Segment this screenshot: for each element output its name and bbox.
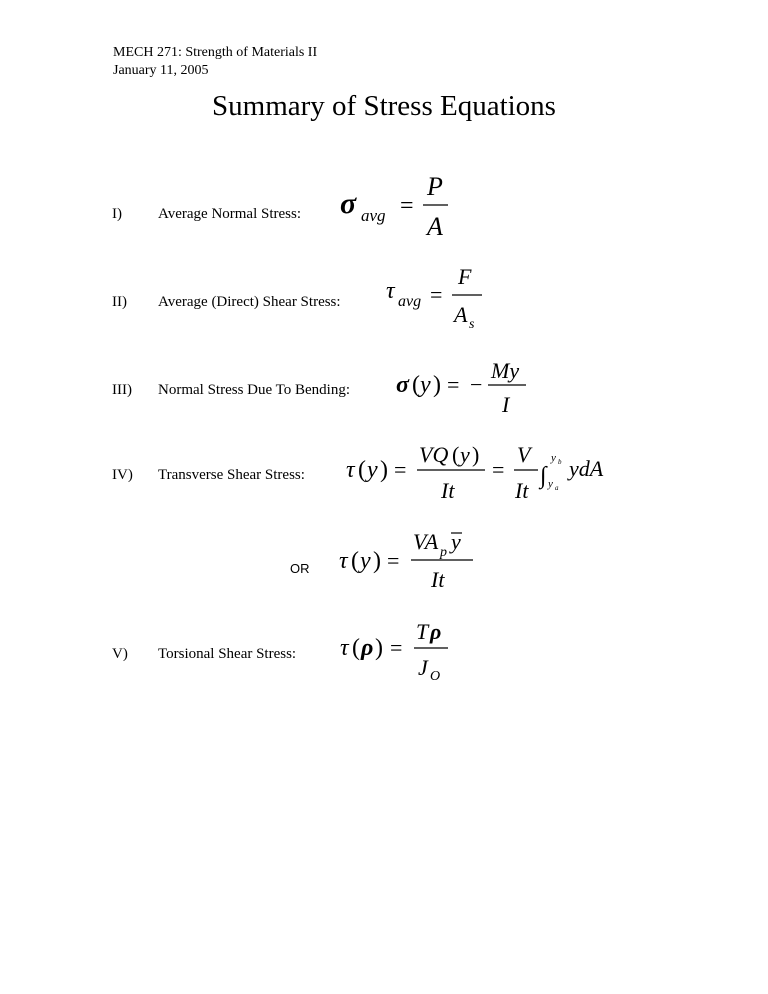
svg-text:It: It	[431, 567, 445, 592]
svg-text:(: (	[351, 548, 359, 574]
svg-text:avg: avg	[361, 206, 386, 225]
svg-text:(: (	[352, 635, 360, 661]
svg-text:(: (	[358, 457, 366, 483]
bending-stress-equation	[392, 352, 537, 422]
svg-text:): )	[380, 457, 388, 483]
item-2-numeral: II)	[112, 294, 127, 310]
svg-text:A: A	[454, 302, 468, 327]
item-1-numeral: I)	[112, 206, 122, 222]
course-header: MECH 271: Strength of Materials II	[113, 45, 318, 60]
svg-text:τ: τ	[346, 457, 355, 483]
svg-text:=: =	[394, 457, 407, 482]
svg-text:ρ: ρ	[430, 619, 442, 644]
svg-text:): )	[375, 635, 383, 661]
svg-text:O: O	[430, 669, 441, 684]
average-normal-stress-equation	[335, 165, 465, 245]
svg-text:y: y	[551, 452, 556, 464]
svg-text:): )	[433, 372, 441, 398]
item-3-label: Normal Stress Due To Bending:	[158, 382, 350, 398]
svg-text:I: I	[502, 392, 510, 417]
svg-text:y: y	[360, 548, 371, 574]
svg-text:=: =	[390, 635, 403, 660]
svg-text:F: F	[458, 264, 472, 289]
average-shear-stress-equation	[382, 262, 502, 337]
svg-text:J: J	[418, 655, 428, 680]
svg-text:σ: σ	[396, 372, 409, 398]
svg-text:P: P	[427, 172, 443, 201]
svg-text:It: It	[515, 478, 529, 503]
item-1-label: Average Normal Stress:	[158, 206, 302, 222]
item-4-numeral: IV)	[112, 467, 133, 483]
transverse-shear-stress-alt-equation	[335, 523, 485, 598]
svg-text:VQ: VQ	[419, 442, 449, 467]
svg-text:ydA: ydA	[569, 456, 604, 481]
svg-text:avg: avg	[398, 293, 422, 310]
svg-text:p: p	[440, 545, 447, 560]
svg-text:A: A	[427, 212, 443, 241]
item-5-numeral: V)	[112, 646, 128, 662]
svg-text:It: It	[441, 478, 455, 503]
svg-text:s: s	[469, 317, 475, 332]
svg-text:y: y	[460, 442, 470, 467]
svg-text:τ: τ	[339, 548, 348, 574]
svg-text:=: =	[387, 548, 400, 573]
svg-text:y: y	[367, 457, 378, 483]
svg-text:(: (	[452, 442, 460, 467]
svg-text:=: =	[430, 282, 443, 307]
svg-text:b: b	[558, 458, 562, 466]
document-date: January 11, 2005	[113, 63, 209, 78]
svg-text:y: y	[451, 529, 461, 554]
item-5-label: Torsional Shear Stress:	[158, 646, 297, 662]
svg-text:=: =	[400, 193, 414, 219]
svg-text:(: (	[412, 372, 420, 398]
torsional-shear-stress-equation	[336, 612, 456, 687]
svg-text:ρ: ρ	[361, 635, 374, 661]
svg-text:y: y	[548, 478, 553, 490]
svg-text:VA: VA	[413, 529, 439, 554]
svg-text:): )	[472, 442, 480, 467]
transverse-shear-stress-equation	[342, 436, 627, 508]
item-4-label: Transverse Shear Stress:	[158, 467, 305, 483]
svg-text:V: V	[517, 442, 531, 467]
svg-text:∫: ∫	[540, 463, 547, 489]
svg-text:τ: τ	[386, 278, 395, 304]
or-connector: OR	[290, 561, 310, 576]
svg-text:y: y	[420, 372, 431, 398]
item-3-numeral: III)	[112, 382, 132, 398]
svg-text:T: T	[416, 619, 429, 644]
svg-text:σ: σ	[340, 187, 357, 220]
svg-text:): )	[373, 548, 381, 574]
svg-text:τ: τ	[340, 635, 349, 661]
page-title: Summary of Stress Equations	[212, 90, 556, 122]
svg-text:=: =	[492, 457, 505, 482]
svg-text:a: a	[555, 484, 559, 492]
svg-text:=: =	[447, 372, 460, 397]
svg-text:My: My	[491, 358, 520, 383]
item-2-label: Average (Direct) Shear Stress:	[158, 294, 341, 310]
svg-text:−: −	[470, 372, 483, 397]
